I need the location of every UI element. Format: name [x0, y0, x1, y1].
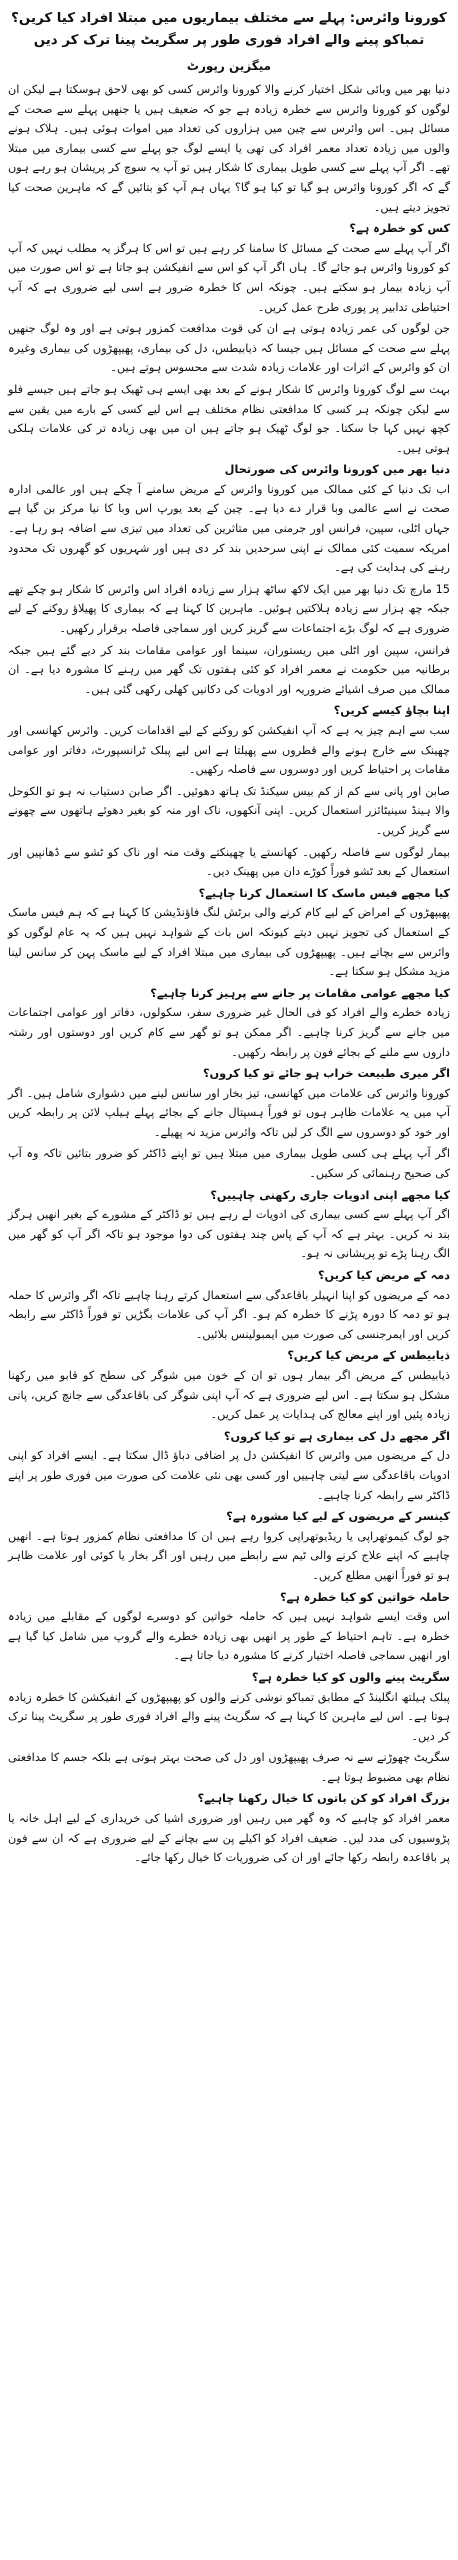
section-question: کیا مجھے اپنی ادویات جاری رکھنی چاہییں؟	[210, 1188, 450, 1202]
section-question: سگریٹ پینے والوں کو کیا خطرہ ہے؟	[251, 1670, 450, 1684]
article-paragraph: سب سے اہم چیز یہ ہے کہ آپ انفیکشن کو روکنے کے لیے اقدامات کریں۔ وائرس کھانسی اور چھینک سے خارج ہونے والے قطروں سے پھیلتا ہے اس لیے پبلک ٹرانسپورٹ، دفاتر اور عوامی مقامات پر احتیاط کریں اور دوسروں سے فاصلہ رکھیں۔	[8, 724, 450, 777]
section-question: کس کو خطرہ ہے؟	[349, 222, 450, 236]
section-question: اگر میری طبیعت خراب ہو جائے تو کیا کروں؟	[202, 1067, 450, 1081]
section-question: کیا مجھے عوامی مقامات پر جانے سے پرہیز کرنا چاہیے؟	[150, 986, 450, 1000]
article-paragraph: جن لوگوں کی عمر زیادہ ہوتی ہے ان کی قوت مدافعت کمزور ہوتی ہے اور وہ لوگ جنھیں پہلے سے صحت کے مسائل ہیں جیسا کہ ذیابیطس، دل کی بیماری، پھیپھڑوں کی بیماری وغیرہ ان کو وائرس کے اثرات اور علامات زیادہ شدت سے محسوس ہوتے ہیں۔	[8, 322, 450, 375]
article-paragraph: 15 مارچ تک دنیا بھر میں ایک لاکھ ساٹھ ہزار سے زیادہ افراد اس وائرس کا شکار ہو چکے تھے جبکہ چھ ہزار سے زیادہ ہلاکتیں ہوئیں۔ ماہرین کا کہنا ہے کہ بیماری کا پھیلاؤ روکنے کے لیے ضروری ہے کہ لوگ بڑے اجتماعات سے گریز کریں اور سماجی فاصلہ برقرار رکھیں۔	[8, 582, 450, 636]
article-paragraph: جو لوگ کیموتھراپی یا ریڈیوتھراپی کروا رہے ہیں ان کا مدافعتی نظام کمزور ہوتا ہے۔ انھیں چاہیے کہ اپنے علاج کرنے والی ٹیم سے رابطے میں رہیں اور اگر بخار یا کوئی اور علامت ظاہر ہو تو فوراً انھیں مطلع کریں۔	[8, 1529, 450, 1582]
article-paragraph: بیمار لوگوں سے فاصلہ رکھیں۔ کھانستے یا چھینکتے وقت منہ اور ناک کو ٹشو سے ڈھانپیں اور استعمال کے بعد ٹشو فوراً کوڑے دان میں پھینک دیں۔	[8, 845, 450, 879]
article-paragraph: دل کے مریضوں میں وائرس کا انفیکشن دل پر اضافی دباؤ ڈال سکتا ہے۔ ایسے افراد کو اپنی ادویات باقاعدگی سے لینی چاہییں اور کسی بھی نئی علامت کی صورت میں فوری طور پر اپنے ڈاکٹر سے رابطہ کرنا چاہیے۔	[8, 1449, 450, 1502]
article-byline: میگزین رپورٹ	[186, 59, 272, 73]
article-paragraph: اگر آپ پہلے ہی کسی طویل بیماری میں مبتلا ہیں تو اپنے ڈاکٹر کو ضرور بتائیں تاکہ وہ آپ کی صحیح رہنمائی کر سکیں۔	[8, 1147, 450, 1181]
article-paragraph: فرانس، سپین اور اٹلی میں ریستوران، سینما اور عوامی مقامات بند کر دیے گئے ہیں جبکہ برطانیہ میں حکومت نے معمر افراد کو کئی ہفتوں تک گھر میں رہنے کا مشورہ دیا ہے۔ ان ممالک میں صرف اشیائے ضروریہ اور ادویات کی دکانیں کھلی رکھی گئی ہیں۔	[8, 643, 450, 696]
article-paragraph: دنیا بھر میں وبائی شکل اختیار کرنے والا کورونا وائرس کسی کو بھی لاحق ہوسکتا ہے لیکن ان لوگوں کو کورونا وائرس سے خطرہ زیادہ ہے جو کہ ضعیف ہیں یا جنھیں پہلے سے صحت کے مسائل ہیں۔ اس وائرس سے چین میں ہزاروں کی تعداد میں اموات ہوئی ہیں۔ ہلاک ہونے والوں میں زیادہ تعداد معمر افراد کی تھی یا ایسے لوگ جو پہلے سے کسی بیماری میں مبتلا تھے۔ اگر آپ پہلے سے کسی طویل بیماری کا شکار ہیں تو آپ یہ سوچ کر پریشان ہو رہے ہوں گے کہ اگر کورونا وائرس ہو گیا تو کیا ہو گا؟ یہاں ہم آپ کو بتائیں گے کہ ماہرین صحت کیا تجویز دیتے ہیں۔	[8, 83, 450, 214]
article-body	[8, 80, 450, 1868]
article-paragraph: دمہ کے مریضوں کو اپنا انہیلر باقاعدگی سے استعمال کرتے رہنا چاہیے تاکہ اگر وائرس کا حملہ ہو تو دمہ کا دورہ پڑنے کا خطرہ کم ہو۔ اگر آپ کی علامات بگڑیں تو فوراً ڈاکٹر سے رابطہ کریں اور ایمرجنسی کی صورت میں ایمبولینس بلائیں۔	[8, 1288, 450, 1341]
section-question: اپنا بچاؤ کیسے کریں؟	[333, 704, 450, 718]
article-paragraph: زیادہ خطرے والے افراد کو فی الحال غیر ضروری سفر، سکولوں، دفاتر اور عوامی اجتماعات میں جانے سے گریز کرنا چاہیے۔ اگر ممکن ہو تو گھر سے کام کریں اور دوستوں اور رشتہ داروں سے ملنے کے بجائے فون پر رابطہ رکھیں۔	[8, 1006, 450, 1059]
section-question: دمہ کے مریض کیا کریں؟	[318, 1269, 450, 1283]
article-paragraph: کورونا وائرس کی علامات میں کھانسی، تیز بخار اور سانس لینے میں دشواری شامل ہیں۔ اگر آپ میں یہ علامات ظاہر ہوں تو فوراً ہسپتال جانے کے بجائے پہلے ہیلپ لائن پر رابطہ کریں اور خود کو دوسروں سے الگ کر لیں تاکہ وائرس مزید نہ پھیلے۔	[8, 1086, 450, 1139]
section-question: اگر مجھے دل کی بیماری ہے تو کیا کروں؟	[223, 1429, 450, 1443]
article-paragraph: ذیابیطس کے مریض اگر بیمار ہوں تو ان کے خون میں شوگر کی سطح کو قابو میں رکھنا مشکل ہو سکتا ہے۔ اس لیے ضروری ہے کہ آپ اپنی شوگر کی باقاعدگی سے جانچ کریں، پانی زیادہ پئیں اور اپنے معالج کی ہدایات پر عمل کریں۔	[8, 1369, 450, 1422]
article-paragraph: پبلک ہیلتھ انگلینڈ کے مطابق تمباکو نوشی کرنے والوں کو پھیپھڑوں کے انفیکشن کا خطرہ زیادہ ہوتا ہے۔ اس لیے ماہرین کا کہنا ہے کہ سگریٹ پینے والے افراد فوری طور پر سگریٹ پینا ترک کر دیں۔	[8, 1690, 450, 1743]
section-question: بزرگ افراد کو کن باتوں کا خیال رکھنا چاہیے؟	[197, 1792, 450, 1806]
article-paragraph: اگر آپ پہلے سے کسی بیماری کی ادویات لے رہے ہیں تو ڈاکٹر کے مشورے کے بغیر انھیں ہرگز بند نہ کریں۔ بہتر ہے کہ آپ کے پاس چند ہفتوں کی دوا موجود ہو تاکہ اگر آپ کو گھر میں الگ رہنا پڑے تو پریشانی نہ ہو۔	[8, 1208, 450, 1261]
article-paragraph: پھیپھڑوں کے امراض کے لیے کام کرنے والی برٹش لنگ فاؤنڈیشن کا کہنا ہے کہ ہم فیس ماسک کے استعمال کی تجویز نہیں دیتے کیونکہ اس بات کے شواہد نہیں ہیں کہ یہ عام لوگوں کو وائرس سے بچاتے ہیں۔ پھیپھڑوں کی بیماری میں مبتلا افراد کے لیے ماسک پہن کر سانس لینا مزید مشکل ہو سکتا ہے۔	[8, 906, 450, 979]
article-paragraph: سگریٹ چھوڑنے سے نہ صرف پھیپھڑوں اور دل کی صحت بہتر ہوتی ہے بلکہ جسم کا مدافعتی نظام بھی مضبوط ہوتا ہے۔	[8, 1751, 450, 1784]
article-paragraph: صابن اور پانی سے کم از کم بیس سیکنڈ تک ہاتھ دھوئیں۔ اگر صابن دستیاب نہ ہو تو الکوحل والا ہینڈ سینیٹائزر استعمال کریں۔ اپنی آنکھوں، ناک اور منہ کو بغیر دھوئے ہاتھوں سے چھونے سے گریز کریں۔	[8, 784, 450, 837]
article-headline: کورونا وائرس: پہلے سے مختلف بیماریوں میں مبتلا افراد کیا کریں؟	[11, 11, 447, 26]
article-paragraph: اگر آپ پہلے سے صحت کے مسائل کا سامنا کر رہے ہیں تو اس کا ہرگز یہ مطلب نہیں کہ آپ کو کورونا وائرس ہو جائے گا۔ ہاں اگر آپ کو اس سے انفیکشن ہو جاتا ہے تو اس صورت میں آپ زیادہ بیمار ہو سکتے ہیں۔ چونکہ اس کا خطرہ ضرور ہے اسی لیے ضروری ہے کہ آپ احتیاطی تدابیر پر پوری طرح عمل کریں۔	[8, 241, 450, 314]
article-paragraph: اس وقت ایسے شواہد نہیں ہیں کہ حاملہ خواتین کو دوسرے لوگوں کے مقابلے میں زیادہ خطرہ ہے۔ تاہم احتیاط کے طور پر انھیں بھی زیادہ خطرے والے گروپ میں شامل کیا گیا ہے اور انھیں سماجی فاصلہ اختیار کرنے کا مشورہ دیا جاتا ہے۔	[8, 1610, 450, 1663]
article-paragraph: اب تک دنیا کے کئی ممالک میں کورونا وائرس کے مریض سامنے آ چکے ہیں اور عالمی ادارہ صحت نے اسے عالمی وبا قرار دے دیا ہے۔ چین کے بعد یورپ اس وبا کا نیا مرکز بن گیا ہے جہاں اٹلی، سپین، فرانس اور جرمنی میں متاثرین کی تعداد میں تیزی سے اضافہ ہو رہا ہے۔ امریکہ سمیت کئی ممالک نے اپنی سرحدیں بند کر دی ہیں اور شہریوں کو گھروں تک محدود رہنے کی ہدایت کی ہے۔	[8, 482, 450, 575]
article-paragraph: معمر افراد کو چاہیے کہ وہ گھر میں رہیں اور ضروری اشیا کی خریداری کے لیے اہل خانہ یا پڑوسیوں کی مدد لیں۔ ضعیف افراد کو اکیلے پن سے بچانے کے لیے ضروری ہے کہ ان سے فون پر باقاعدہ رابطہ رکھا جائے اور ان کی ضروریات کا خیال رکھا جائے۔	[8, 1812, 450, 1865]
article-subheadline: تمباکو پینے والے افراد فوری طور پر سگریٹ پینا ترک کر دیں	[33, 33, 425, 48]
section-question: حاملہ خواتین کو کیا خطرہ ہے؟	[279, 1590, 450, 1604]
section-question: کیا مجھے فیس ماسک کا استعمال کرنا چاہیے؟	[198, 886, 450, 900]
section-question: دنیا بھر میں کورونا وائرس کی صورتحال	[224, 463, 450, 477]
section-question: ذیابیطس کے مریض کیا کریں؟	[287, 1349, 450, 1363]
section-question: کینسر کے مریضوں کے لیے کیا مشورہ ہے؟	[226, 1510, 450, 1524]
article-paragraph: بہت سے لوگ کورونا وائرس کا شکار ہونے کے بعد بھی ایسے ہی ٹھیک ہو جاتے ہیں جیسے فلو سے لیکن چونکہ ہر کسی کا مدافعتی نظام مختلف ہے اس لیے کسی کے بارے میں یقین سے کچھ نہیں کہا جا سکتا۔ جو لوگ ٹھیک ہو جاتے ہیں ان میں بھی زیادہ تر کی علامات ہلکی ہوتی ہیں۔	[8, 382, 450, 455]
